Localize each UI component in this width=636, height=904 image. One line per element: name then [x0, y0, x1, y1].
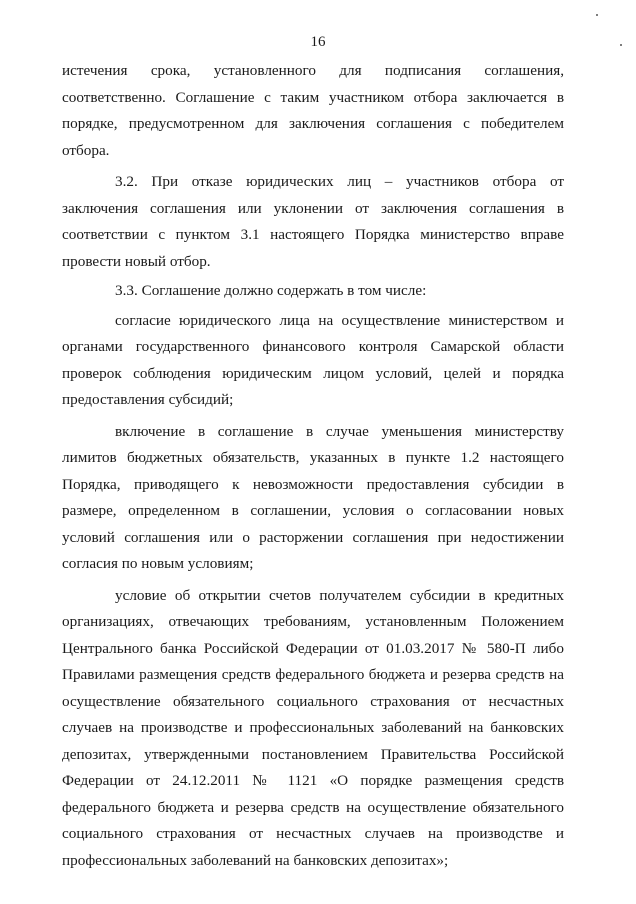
paragraph-3-2: 3.2. При отказе юридических лиц – участников отбора от заключения соглашения или уклонении от заключения соглашения в соответствии с пунктом 3.1 настоящего Порядка министерство вправе провести новый отбор.	[62, 173, 564, 270]
paragraph-bank-accounts: условие об открытии счетов получателем субсидии в кредитных организациях, отвечающих требованиям, установленным Положением Центрального банка Российской Федерации от 01.03.2017 № 580-П либо Правилами размещения средств федерального бюджета и резерва средств на осуществление обязательного социального страхования от несчастных случаев на производстве и профессиональных заболеваний на банковских депозитах, утвержденными постановлением Правительства Российской Федерации от 24.12.2011 № 1121 «О порядке размещения средств федерального бюджета и резерва средств на осуществление обязательного социального страхования от несчастных случаев на производстве и профессиональных заболеваний на банковских депозитах»;	[62, 586, 564, 869]
paragraph-consent: согласие юридического лица на осуществление министерством и органами государственного финансового контроля Самарской области проверок соблюдения юридическим лицом условий, целей и порядка предоставления субсидий;	[62, 311, 564, 408]
paragraph-3-3: 3.3. Соглашение должно содержать в том числе:	[115, 282, 427, 299]
scan-speck	[620, 44, 622, 46]
document-body	[62, 58, 564, 877]
scan-speck	[596, 14, 598, 16]
paragraph-continuation: истечения срока, установленного для подписания соглашения, соответственно. Соглашение с таким участником отбора заключается в порядке, предусмотренном для заключения соглашения с победителем отбора.	[62, 62, 564, 159]
page-number: 16	[310, 34, 326, 50]
paragraph-budget-limits: включение в соглашение в случае уменьшения министерству лимитов бюджетных обязательств, указанных в пункте 1.2 настоящего Порядка, приводящего к невозможности предоставления субсидии в размере, определенном в соглашении, условия о согласовании новых условий соглашения или о расторжении соглашения при недостижении согласия по новым условиям;	[62, 422, 564, 572]
